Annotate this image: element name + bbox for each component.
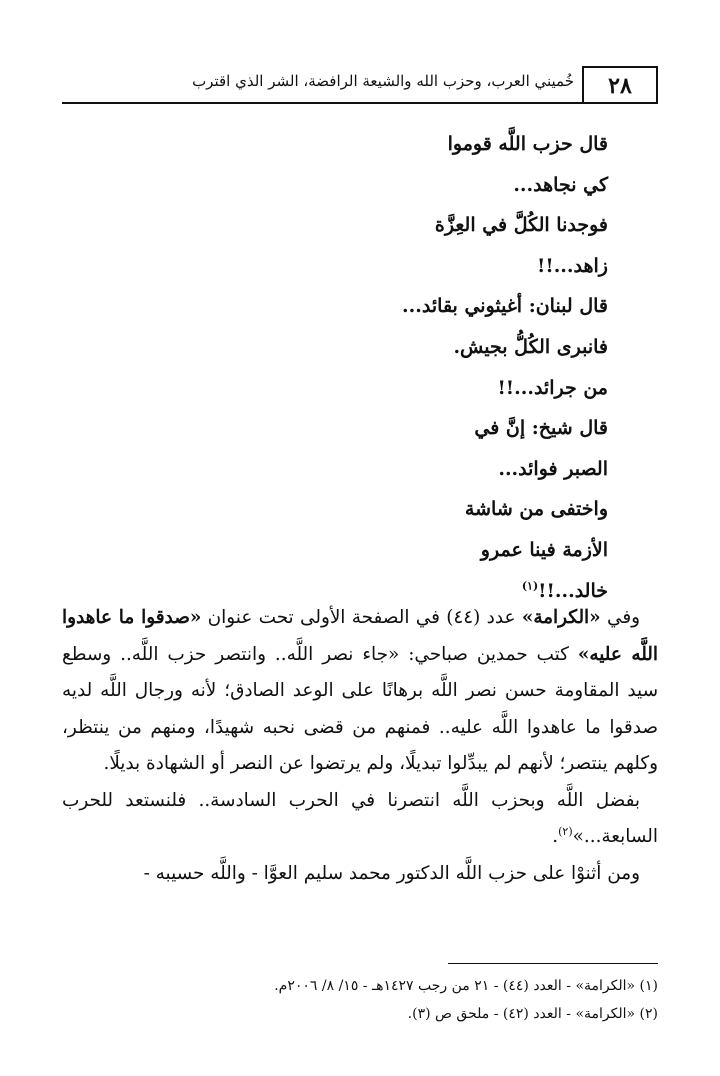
poem-line: الأزمة فينا عمرو — [480, 538, 608, 561]
footnote-2: (٢) «الكرامة» - العدد (٤٢) - ملحق ص (٣). — [407, 1006, 658, 1022]
footnote-ref-1: (١) — [521, 579, 539, 593]
footnotes — [62, 972, 658, 1028]
footnote-rule — [448, 963, 658, 964]
poem-last-line: خالد...!! — [538, 579, 608, 602]
poem-line: الصبر فوائد... — [498, 457, 608, 480]
quoted-text: كتب حمدين صباحي: «جاء نصر اللَّه.. وانتصر حزب اللَّه.. وسطع سيد المقاومة حسن نصر اللَّه برهانًا على الوعد الصادق؛ لأنه ورجال اللَّه لديه صدقوا ما عاهدوا اللَّه عليه.. فمنهم من قضى نحبه شهيدًا، ومنهم من ينتظر، وكلهم ينتصر؛ لأنهم لم يبدِّلوا تبديلًا، ولم يرتضوا عن النصر أو الشهادة بديلًا. — [62, 643, 658, 774]
page-header — [62, 66, 658, 106]
paragraph-victory — [62, 783, 658, 856]
text-run: بفضل اللَّه وبحزب اللَّه انتصرنا في الحرب السادسة.. فلنستعد للحرب السابعة...» — [62, 789, 658, 847]
poem-line: من جرائد...!! — [497, 376, 608, 399]
poem — [208, 124, 608, 611]
text-run: . — [552, 826, 559, 847]
paragraph-awwa: ومن أثنوْا على حزب اللَّه الدكتور محمد سليم العوَّا - واللَّه حسيبه - — [143, 862, 640, 884]
newspaper-name: «الكرامة» — [521, 607, 601, 628]
footnote-ref-2: (٢) — [558, 824, 573, 838]
running-title: خُميني العرب، وحزب الله والشيعة الرافضة، الشر الذي اقترب — [192, 72, 574, 90]
header-rule — [62, 102, 658, 104]
paragraph-karama — [62, 600, 658, 783]
text-run: وفي — [600, 607, 640, 628]
poem-line: زاهد...!! — [537, 254, 608, 277]
poem-line: فانبرى الكُلُّ بجيش. — [453, 335, 608, 358]
text-run: عدد (٤٤) في الصفحة الأولى تحت عنوان — [201, 607, 522, 628]
poem-line: كي نجاهد... — [513, 173, 608, 196]
poem-line: قال شيخ: إنَّ في — [474, 417, 608, 440]
body-text — [62, 600, 658, 892]
footnote-1: (١) «الكرامة» - العدد (٤٤) - ٢١ من رجب ١٤٢٧هـ - ١٥/ ٨/ ٢٠٠٦م. — [274, 978, 658, 994]
poem-line: واختفى من شاشة — [464, 498, 608, 521]
poem-line: قال حزب اللَّه قوموا — [447, 133, 608, 155]
article-title: «صدقوا ما عاهدوا اللَّه عليه» — [62, 607, 658, 665]
poem-line: قال لبنان: أغيثوني بقائد... — [402, 295, 608, 318]
page-number: ٢٨ — [582, 66, 658, 104]
poem-line: فوجدنا الكُلَّ في العِزَّة — [434, 214, 608, 237]
